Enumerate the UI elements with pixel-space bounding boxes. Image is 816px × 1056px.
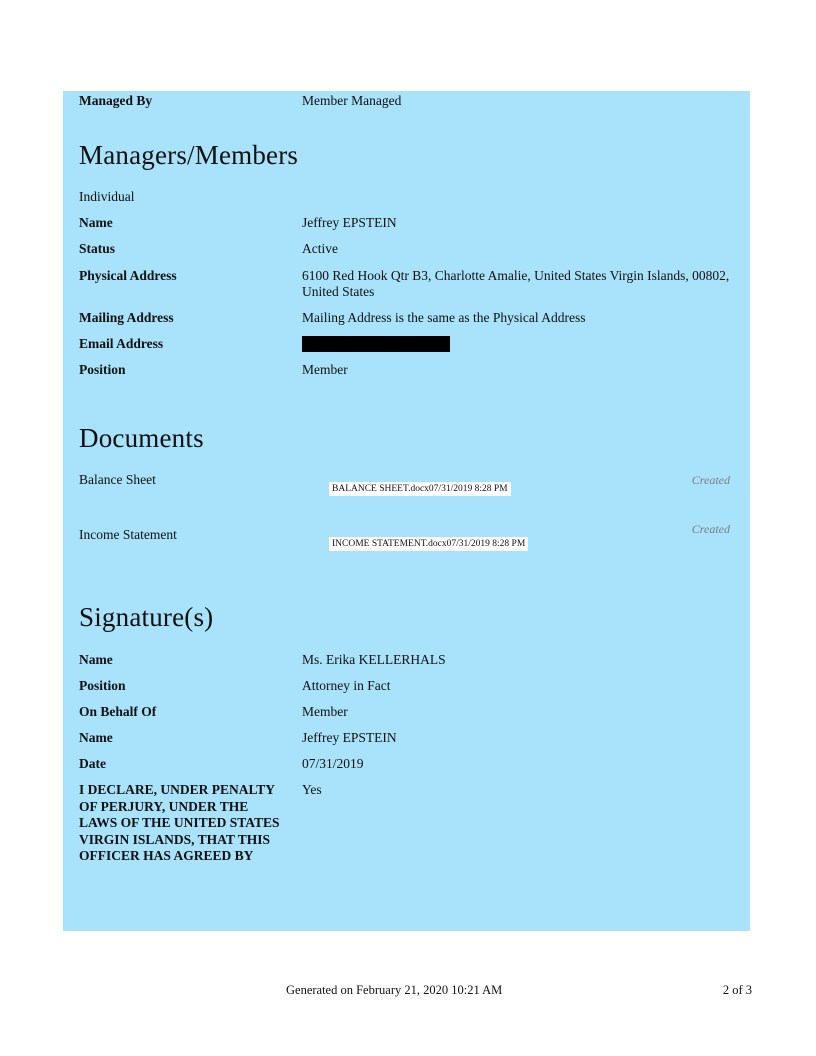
document-label: Balance Sheet <box>79 472 156 487</box>
field-value: Member <box>302 362 348 377</box>
member-type: Individual <box>79 189 135 204</box>
field-label: Physical Address <box>79 268 177 283</box>
field-value: Member <box>302 704 348 719</box>
field-value: Active <box>302 241 338 256</box>
filing-panel <box>63 91 750 931</box>
field-label: Status <box>79 241 116 256</box>
field-value: 07/31/2019 <box>302 756 364 771</box>
document-file-link[interactable]: INCOME STATEMENT.docx07/31/2019 8:28 PM <box>329 537 528 551</box>
field-value: Ms. Erika KELLERHALS <box>302 652 446 667</box>
field-label: Mailing Address <box>79 310 174 325</box>
field-value: 6100 Red Hook Qtr B3, Charlotte Amalie, United States Virgin Islands, 00802, United States <box>302 268 730 299</box>
field-value: Jeffrey EPSTEIN <box>302 730 397 745</box>
declaration-value: Yes <box>302 782 322 797</box>
managers-members-heading: Managers/Members <box>79 140 299 170</box>
field-label: Name <box>79 730 113 745</box>
document-label: Income Statement <box>79 527 177 542</box>
field-label: Email Address <box>79 336 164 351</box>
document-status: Created <box>691 522 730 536</box>
field-label: Position <box>79 678 126 693</box>
document-status: Created <box>691 473 730 487</box>
footer-page-number: 2 of 3 <box>722 983 752 997</box>
field-value: Attorney in Fact <box>302 678 391 693</box>
declaration-label: I DECLARE, UNDER PENALTY OF PERJURY, UNDER THE LAWS OF THE UNITED STATES VIRGIN ISLANDS, THAT THIS OFFICER HAS AGREED BY <box>79 782 280 863</box>
field-label: On Behalf Of <box>79 704 157 719</box>
document-file-link[interactable]: BALANCE SHEET.docx07/31/2019 8:28 PM <box>329 482 511 496</box>
field-value: Mailing Address is the same as the Physical Address <box>302 310 586 325</box>
managed-by-label: Managed By <box>79 93 153 108</box>
field-label: Name <box>79 652 113 667</box>
footer-generated: Generated on February 21, 2020 10:21 AM <box>286 983 503 997</box>
redaction-box <box>302 336 450 352</box>
field-label: Position <box>79 362 126 377</box>
field-label: Name <box>79 215 113 230</box>
signatures-heading: Signature(s) <box>79 602 214 632</box>
managed-by-value: Member Managed <box>302 93 402 108</box>
field-label: Date <box>79 756 106 771</box>
documents-heading: Documents <box>79 423 204 453</box>
field-value: Jeffrey EPSTEIN <box>302 215 397 230</box>
